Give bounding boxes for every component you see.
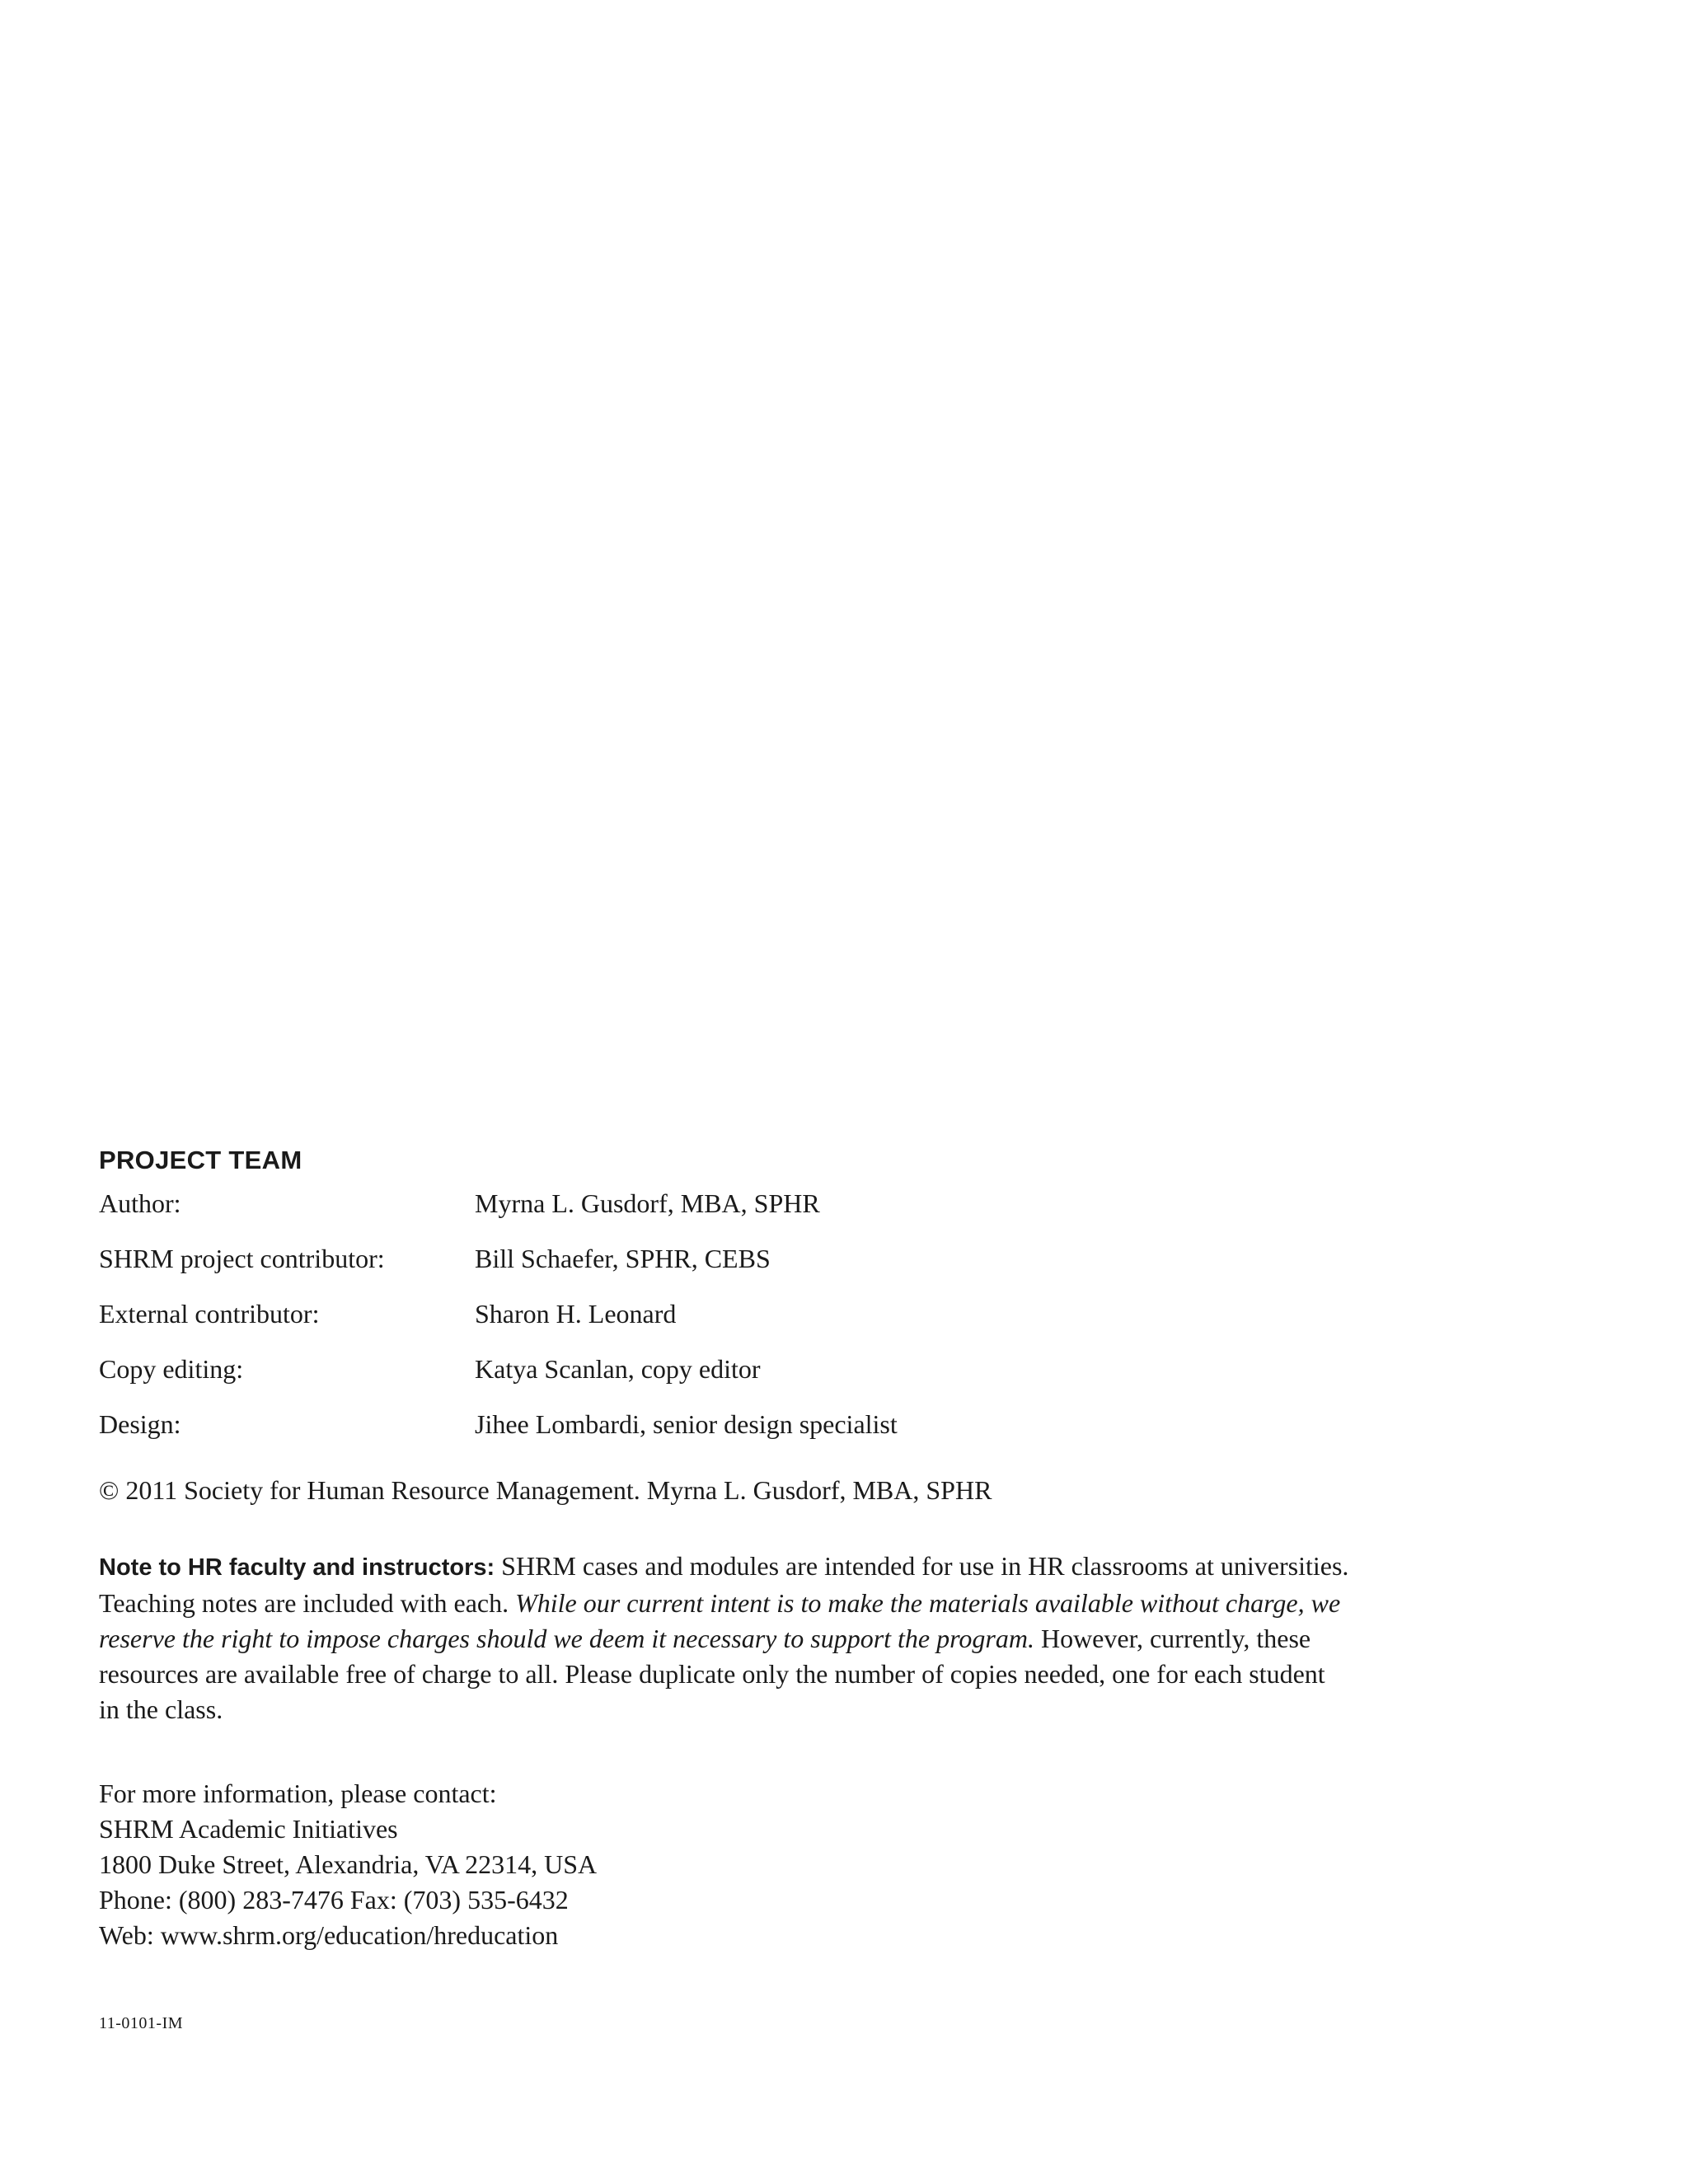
faculty-note-lead: Note to HR faculty and instructors: bbox=[99, 1554, 495, 1581]
team-row-author bbox=[99, 1187, 1385, 1220]
contact-address: 1800 Duke Street, Alexandria, VA 22314, USA bbox=[99, 1849, 598, 1879]
team-row-value: Bill Schaefer, SPHR, CEBS bbox=[475, 1244, 771, 1273]
contact-block bbox=[99, 1776, 1385, 1953]
team-row-design bbox=[99, 1408, 1385, 1441]
team-row-external-contributor bbox=[99, 1297, 1385, 1330]
copyright-notice: © 2011 Society for Human Resource Management. Myrna L. Gusdorf, MBA, SPHR bbox=[99, 1475, 992, 1505]
project-team-heading: PROJECT TEAM bbox=[99, 1146, 302, 1174]
team-row-value: Katya Scanlan, copy editor bbox=[475, 1354, 761, 1384]
team-row-copy-editing bbox=[99, 1352, 1385, 1385]
document-page bbox=[99, 1144, 1385, 2033]
contact-organization: SHRM Academic Initiatives bbox=[99, 1814, 398, 1844]
team-row-label: Design: bbox=[99, 1409, 181, 1439]
team-row-label: SHRM project contributor: bbox=[99, 1244, 385, 1273]
faculty-note-text-end: However, currently, these resources are available free of charge to all. Please duplicate only the number of copies needed, one for each student in the class. bbox=[99, 1624, 1325, 1724]
contact-phone-fax: Phone: (800) 283-7476 Fax: (703) 535-6432 bbox=[99, 1885, 569, 1915]
team-row-value: Sharon H. Leonard bbox=[475, 1299, 677, 1329]
team-row-value: Myrna L. Gusdorf, MBA, SPHR bbox=[475, 1188, 820, 1218]
document-code: 11-0101-IM bbox=[99, 2014, 184, 2032]
faculty-note-italic: While our current intent is to make the materials available without charge, we reserve the right to impose charges should we deem it necessary to support the program. bbox=[99, 1588, 1341, 1653]
team-row-label: Copy editing: bbox=[99, 1354, 244, 1384]
team-row-shrm-contributor bbox=[99, 1242, 1385, 1275]
faculty-note bbox=[99, 1549, 1352, 1727]
team-row-value: Jihee Lombardi, senior design specialist bbox=[475, 1409, 898, 1439]
team-row-label: External contributor: bbox=[99, 1299, 320, 1329]
contact-intro: For more information, please contact: bbox=[99, 1779, 497, 1808]
faculty-note-text: SHRM cases and modules are intended for use in HR classrooms at universities. Teaching notes are included with each. bbox=[99, 1551, 1349, 1618]
contact-web: Web: www.shrm.org/education/hreducation bbox=[99, 1920, 559, 1950]
team-row-label: Author: bbox=[99, 1188, 181, 1218]
